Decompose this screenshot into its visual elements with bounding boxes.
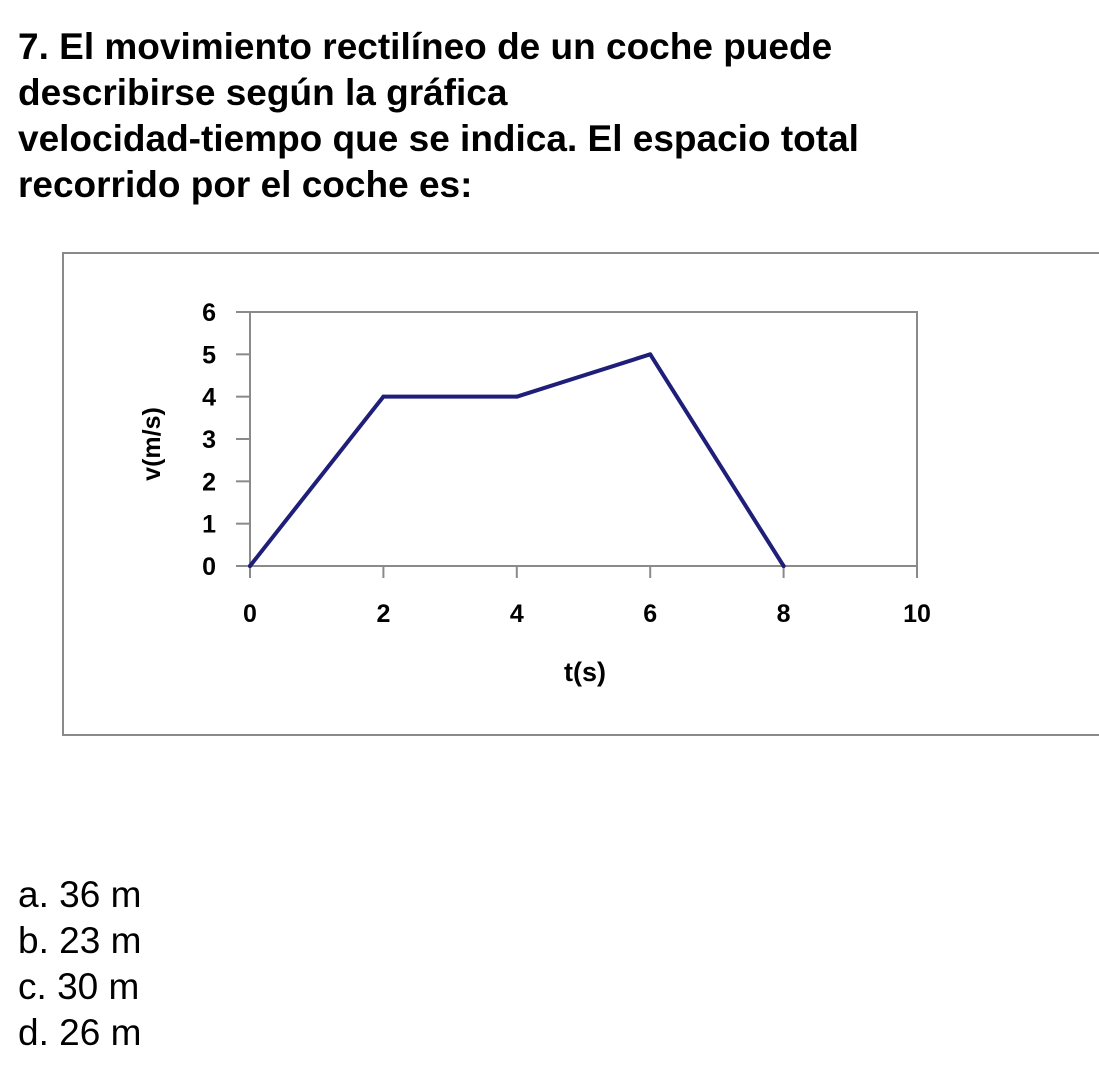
option-d[interactable] <box>18 1010 141 1056</box>
question-text <box>18 24 1088 208</box>
option-a[interactable] <box>18 872 141 918</box>
y-tick-label: 0 <box>202 553 216 581</box>
y-tick-label: 6 <box>202 299 216 327</box>
option-text: 26 m <box>59 1012 142 1053</box>
data-point <box>648 352 652 356</box>
y-tick-label: 5 <box>202 341 216 370</box>
option-letter: a. <box>18 874 49 915</box>
x-tick-label: 10 <box>903 600 931 628</box>
x-tick-label: 0 <box>243 600 257 628</box>
y-axis-label: v(m/s) <box>138 407 166 481</box>
option-letter: d. <box>18 1012 49 1053</box>
data-point <box>381 395 385 399</box>
y-tick-label: 4 <box>202 383 216 412</box>
question-line: velocidad-tiempo que se indica. El espacio total <box>18 118 859 159</box>
option-letter: c. <box>18 966 47 1007</box>
option-text: 36 m <box>59 874 142 915</box>
option-text: 30 m <box>57 966 140 1007</box>
y-axis <box>202 299 250 581</box>
data-point <box>248 564 252 568</box>
option-b[interactable] <box>18 918 141 964</box>
data-point <box>782 564 786 568</box>
option-letter: b. <box>18 920 49 961</box>
x-tick-label: 4 <box>509 600 524 628</box>
option-text: 23 m <box>59 920 142 961</box>
x-tick-label: 6 <box>643 600 658 628</box>
x-tick-label: 8 <box>776 600 791 628</box>
question-line: describirse según la gráfica <box>18 72 508 113</box>
velocity-time-chart <box>64 254 1099 738</box>
y-tick-label: 2 <box>202 468 216 497</box>
option-c[interactable] <box>18 964 141 1010</box>
answer-options <box>18 872 141 1056</box>
x-axis <box>243 566 931 628</box>
x-tick-label: 2 <box>376 600 391 628</box>
question-line: 7. El movimiento rectilíneo de un coche puede <box>18 26 833 67</box>
question-line: recorrido por el coche es: <box>18 164 473 205</box>
y-tick-label: 1 <box>202 510 216 539</box>
data-point <box>515 395 519 399</box>
x-axis-label: t(s) <box>564 657 606 687</box>
y-tick-label: 3 <box>202 426 216 454</box>
chart-frame <box>62 252 1099 736</box>
